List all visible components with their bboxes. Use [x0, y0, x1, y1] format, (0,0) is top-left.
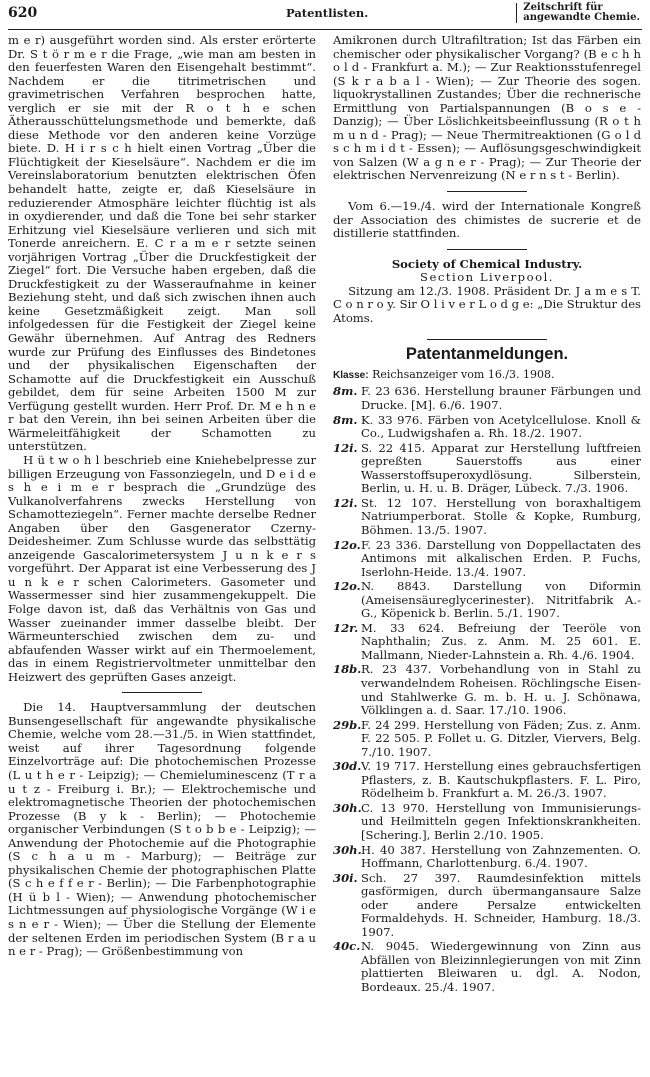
left-column: [8, 34, 316, 959]
patent-entry: [333, 802, 641, 843]
patent-text: V. 19 717. Herstellung eines gebrauchsfertigen Pflasters, z. B. Kautschukpflasters. F. L. Piro, Rödelheim b. Frankfurt a. M. 26./3. 1907.: [361, 759, 641, 801]
patent-text: F. 23 336. Darstellung von Doppellactaten des Antimons mit alkalischen Erden. P. Fuchs, Iserlohn-Heide. 13./4. 1907.: [361, 537, 641, 579]
patent-text: C. 13 970. Herstellung von Immunisierungs- und Heilmitteln gegen Infektionskrankheiten. [Schering.], Berlin 2./10. 1905.: [361, 800, 641, 842]
paragraph: Vom 6.—19./4. wird der Internationale Kongreß der Association des chimistes de sucrerie et de distillerie stattfinden.: [333, 199, 641, 241]
patent-entry: [333, 872, 641, 940]
patent-class: 30h.: [333, 842, 362, 857]
paragraph: Sitzung am 12./3. 1908. Präsident Dr. J a m e s T. C o n r o y. Sir O l i v e r L o d g e: „Die Struktur des Atoms.: [333, 283, 642, 325]
patent-text: K. 33 976. Färben von Acetylcellulose. Knoll & Co., Ludwigshafen a. Rh. 18./2. 1907.: [361, 412, 641, 441]
patent-class: 29b.: [333, 717, 362, 732]
patent-entry: [333, 442, 641, 496]
patent-entry: [333, 663, 641, 717]
patent-class: 12o.: [333, 537, 361, 552]
patent-class: 12o.: [333, 579, 361, 594]
divider: [447, 191, 527, 192]
section-title: Patentlisten.: [286, 6, 369, 20]
patent-entry: [333, 940, 641, 994]
divider: [447, 249, 527, 250]
patent-class: 30d.: [333, 759, 362, 774]
patent-class: 12i.: [333, 440, 358, 455]
patent-class: 12i.: [333, 495, 358, 510]
page-header: [8, 3, 642, 29]
journal-line-1: Zeitschrift für: [523, 2, 603, 13]
patent-class: 30h.: [333, 800, 362, 815]
patent-class: 8m.: [333, 412, 358, 427]
page-number: 620: [8, 5, 38, 21]
patent-entry: [333, 622, 641, 663]
patent-class: 18b.: [333, 662, 362, 677]
klasse-label: Klasse:: [333, 369, 369, 381]
patent-class: 40c.: [333, 939, 361, 954]
patent-text: F. 23 636. Herstellung brauner Färbungen und Drucke. [M]. 6./6. 1907.: [361, 384, 641, 413]
patent-entry: [333, 719, 641, 760]
divider: [427, 339, 547, 340]
paragraph: m e r) ausgeführt worden sind. Als erster erörterte Dr. S t ö r m e r die Frage, „wie man am besten in den feuerfesten Waren den Eisengehalt bestimmt“. Nachdem er die titrimetrischen und gravimetrischen Verfahren besprochen hatte, verglich er sie mit der R o t h e schen Ätherausschüttelungsmethode und bemerkte, daß diese Methode vor den anderen keine Vorzüge biete. D. H i r s c h hielt einen Vortrag „Über die Flüchtigkeit der Kieselsäure“. Nachdem er die im Vereinslaboratorium benutzten elektrischen Öfen behandelt hatte, zeigte er, daß Kieselsäure in reduzierender Atmosphäre leichter flüchtig ist als in oxydierender, und daß die Tone bei sehr starker Erhitzung viel Kieselsäure verlieren und sich mit Tonerde anreichern. E. C r a m e r setzte seinen vorjährigen Vortrag „Über die Druckfestigkeit der Ziegel“ fort. Die Versuche haben ergeben, daß die Druckfestigkeit zu der Wasseraufnahme in keiner Beziehung steht, und daß sich zwischen ihnen auch keine Gesetzmäßigkeit zeigt. Man soll infolgedessen für die Festigkeit der Ziegel keine Gewähr übernehmen. Auf Antrag des Redners wurde zur Prüfung des Einflusses des Bindetones und der physikalischen Eigenschaften der Schamotte auf die Druckfestigkeit ein Ausschuß gebildet, dem für seine Arbeiten 1500 M zur Verfügung gestellt wurden. Herr Prof. Dr. M e h n e r bat den Verein, ihn bei seinen Arbeiten über die Wärmeleitfähigkeit der Schamotten zu unterstützen.: [8, 33, 316, 454]
patent-entry: [333, 385, 641, 412]
patent-entry: [333, 414, 641, 441]
patent-text: St. 12 107. Herstellung von boraxhaltigem Natriumperborat. Stolle & Kopke, Rumburg, Böhmen. 13./5. 1907.: [361, 495, 641, 537]
patent-text: N. 9045. Wiedergewinnung von Zinn aus Abfällen von Bleizinnlegierungen von mit Zinn plattierten Bleiwaren u. dgl. A. Nodon, Bordeaux. 25./4. 1907.: [361, 939, 641, 994]
right-column: [333, 34, 641, 996]
patent-section-title: Patentanmeldungen.: [405, 345, 569, 364]
journal-title: [516, 3, 640, 23]
patent-text: F. 24 299. Herstellung von Fäden; Zus. z. Anm. F. 22 505. P. Follet u. G. Ditzler, Viervers, Belg. 7./10. 1907.: [361, 717, 641, 759]
patent-entry: [333, 580, 641, 621]
paragraph: H ü t w o h l beschrieb eine Kniehebelpresse zur billigen Erzeugung von Fassonziegeln, und D e i d e s h e i m e r besprach die „Grundzüge des Vulkanolverfahrens zwecks Herstellung von Schamotteziegeln“. Ferner machte derselbe Redner Angaben über den Gasgenerator Czerny-Deidesheimer. Zum Schlusse wurde das selbsttätig anzeigende Gascalorimetersystem J u n k e r s vorgeführt. Der Apparat ist eine Verbesserung des J u n k e r schen Calorimeters. Gasometer und Wassermesser sind hier zusammengekuppelt. Die Folge davon ist, daß das Verhältnis von Gas und Wasser zueinander immer dasselbe bleibt. Der Wärmeunterschied zwischen dem zu- und abfaufenden Wasser wirkt auf ein Thermoelement, das in einem Registriervoltmeter unmittelbar den Heizwert des geprüften Gases anzeigt.: [8, 452, 316, 684]
paragraph: Die 14. Hauptversammlung der deutschen Bunsengesellschaft für angewandte physikalische Chemie, welche vom 28.—31./5. in Wien stattfindet, weist auf ihrer Tagesordnung folgende Einzelvorträge auf: Die photochemischen Prozesse (L u t h e r - Leipzig); — Chemieluminescenz (T r a u t z - Freiburg i. Br.); — Elektrochemische und elektromagnetische Theorien der photochemischen Prozesse (B y k - Berlin); — Photochemie organischer Verbindungen (S t o b b e - Leipzig); — Anwendung der Photochemie auf die Photographie (S c h a u m - Marburg); — Beiträge zur physikalischen Chemie der photographischen Platte (S c h e f f e r - Berlin); — Die Farbenphotographie (H ü b l - Wien); — Anwendung photochemischer Lichtmessungen auf physiologische Vorgänge (W i e s n e r - Wien); — Über die Stellung der Elemente der seltenen Erden im periodischen System (B r a u n e r - Prag); — Größenbestimmung von: [8, 700, 316, 959]
patent-text: S. 22 415. Apparat zur Herstellung luftfreien gepreßten Sauerstoffs aus einer Wasserstoffsuperoxydlösung. Silberstein, Berlin, u. H. u. B. Dräger, Lübeck. 7./3. 1906.: [361, 440, 641, 496]
patent-entry: [333, 539, 641, 580]
patent-text: Sch. 27 397. Raumdesinfektion mittels gasförmigen, durch übermangansaure Salze oder andere Persalze entwickelten Formaldehyds. H. Schneider, Hamburg. 18./3. 1907.: [361, 870, 641, 939]
patent-class: 12r.: [333, 620, 359, 635]
patent-list: [333, 385, 641, 994]
patent-text: R. 23 437. Vorbehandlung von in Stahl zu verwandelndem Roheisen. Röchlingsche Eisen- und Stahlwerke G. m. b. H. u. J. Schönawa, Völklingen a. d. Saar. 17./10. 1906.: [361, 662, 641, 718]
patent-class: 30i.: [333, 870, 358, 885]
patent-text: M. 33 624. Befreiung der Teeröle von Naphthalin; Zus. z. Anm. M. 25 601. E. Mallmann, Nieder-Lahnstein a. Rh. 4./6. 1904.: [361, 620, 641, 662]
patent-text: N. 8843. Darstellung von Diformin (Ameisensäureglycerinester). Nitritfabrik A.-G., Köpenick b. Berlin. 5./1. 1907.: [361, 579, 641, 621]
patent-entry: [333, 844, 641, 871]
society-section: Section Liverpool.: [420, 270, 554, 285]
patent-text: H. 40 387. Herstellung von Zahnzementen. O. Hoffmann, Charlottenburg. 6./4. 1907.: [361, 842, 641, 871]
patent-entry: [333, 760, 641, 801]
klasse-text: Reichsanzeiger vom 16./3. 1908.: [372, 367, 555, 381]
paragraph: Amikronen durch Ultrafiltration; Ist das Färben ein chemischer oder physikalischer Vorgang? (B e c h h o l d - Frankfurt a. M.); — Zur Reaktionsstufenregel (S k r a b a l - Wien); — Zur Theorie des sogen. liquokrystallinen Zustandes; Über die rechnerische Ermittlung von Partialspannungen (B o s e - Danzig); — Über Löslichkeitsbeeinflussung (R o t h m u n d - Prag); — Neue Thermitreaktionen (G o l d s c h m i d t - Essen); — Auflösungsgeschwindigkeit von Salzen (W a g n e r - Prag); — Zur Theorie der elektrischen Nervenreizung (N e r n s t - Berlin).: [333, 33, 641, 183]
patent-class: 8m.: [333, 384, 358, 399]
header-rule: [8, 29, 642, 30]
klasse-line: [333, 368, 641, 383]
society-title: Society of Chemical Industry.: [391, 256, 583, 271]
divider: [122, 692, 202, 693]
patent-entry: [333, 497, 641, 538]
journal-line-2: angewandte Chemie.: [523, 12, 640, 23]
